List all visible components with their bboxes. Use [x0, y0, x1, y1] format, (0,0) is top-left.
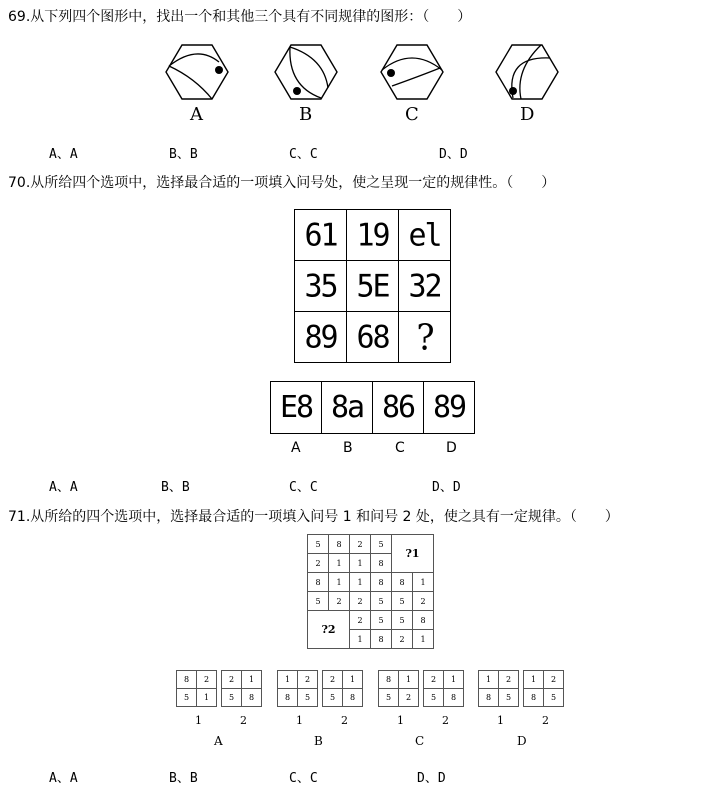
choice-label-c: C	[395, 440, 405, 456]
sub-label-2: 2	[542, 714, 549, 727]
piece-cell: 5	[544, 689, 564, 707]
q70-option-d[interactable]: D、D	[432, 480, 461, 495]
grid-cell: 5	[371, 592, 392, 611]
piece-cell: 8	[177, 671, 197, 689]
piece-cell: 5	[379, 689, 399, 707]
piece-cell: 1	[479, 671, 499, 689]
grid-cell: 8	[371, 573, 392, 592]
q71-option-d[interactable]: D、D	[417, 771, 446, 786]
grid-cell: 8	[392, 573, 413, 592]
piece-cell: 1	[343, 671, 363, 689]
grid-cell: 5E	[347, 259, 399, 313]
choice-label-d: D	[517, 734, 527, 748]
piece-cell: 2	[197, 671, 217, 689]
grid-cell: 8	[371, 554, 392, 573]
choice-label-a: A	[291, 440, 301, 456]
piece-cell: 2	[424, 671, 444, 689]
q71-option-a[interactable]: A、A	[49, 771, 78, 786]
piece-cell: 1	[399, 671, 419, 689]
q70-option-c[interactable]: C、C	[289, 480, 318, 495]
grid-cell: 5	[371, 611, 392, 630]
choice-c-piece-2	[423, 670, 464, 707]
choice-label-b: B	[343, 440, 353, 456]
grid-cell: 2	[413, 592, 434, 611]
piece-cell: 8	[379, 671, 399, 689]
choice-a-piece-2	[221, 670, 262, 707]
q69-figures	[0, 40, 710, 170]
grid-cell: 8	[413, 611, 434, 630]
sub-label-1: 1	[296, 714, 303, 727]
piece-cell: 2	[323, 671, 343, 689]
figure-label-d: D	[520, 104, 535, 125]
choice-d-piece-1	[478, 670, 519, 707]
grid-cell: 8	[329, 535, 350, 554]
q70-option-a[interactable]: A、A	[49, 480, 78, 495]
piece-cell: 5	[177, 689, 197, 707]
grid-cell: 1	[413, 630, 434, 649]
choice-cell-b: 8a	[322, 382, 373, 434]
grid-cell-question: ?	[399, 310, 451, 364]
q69-option-d[interactable]: D、D	[439, 147, 468, 162]
hexagon-figure-a	[166, 45, 228, 99]
grid-cell: 2	[308, 554, 329, 573]
grid-cell: 2	[350, 611, 371, 630]
hexagon-figure-c	[381, 45, 443, 99]
choice-label-b: B	[314, 734, 323, 748]
piece-cell: 8	[278, 689, 298, 707]
grid-cell: 2	[392, 630, 413, 649]
grid-cell: 5	[308, 592, 329, 611]
q69-option-b[interactable]: B、B	[169, 147, 198, 162]
sub-label-1: 1	[195, 714, 202, 727]
piece-cell: 1	[242, 671, 262, 689]
choice-label-c: C	[415, 734, 425, 748]
question-mark-1: ?1	[392, 535, 434, 573]
grid-cell: 5	[308, 535, 329, 554]
question-71-text: 71.从所给的四个选项中，选择最合适的一项填入问号 1 和问号 2 处，使之具有一定规律。（ ）	[8, 509, 619, 525]
grid-cell: 19	[347, 208, 399, 262]
piece-cell: 1	[278, 671, 298, 689]
q69-option-c[interactable]: C、C	[289, 147, 318, 162]
sub-label-1: 1	[497, 714, 504, 727]
grid-cell: 1	[350, 554, 371, 573]
grid-cell: 2	[329, 592, 350, 611]
piece-cell: 8	[479, 689, 499, 707]
grid-cell: 1	[329, 573, 350, 592]
piece-cell: 5	[424, 689, 444, 707]
question-69-text: 69.从下列四个图形中，找出一个和其他三个具有不同规律的图形：（ ）	[8, 9, 472, 25]
figure-label-c: C	[405, 104, 419, 125]
q70-option-b[interactable]: B、B	[161, 480, 190, 495]
piece-cell: 8	[242, 689, 262, 707]
question-mark-2: ?2	[308, 611, 350, 649]
q69-option-a[interactable]: A、A	[49, 147, 78, 162]
grid-cell: 5	[392, 611, 413, 630]
piece-cell: 5	[298, 689, 318, 707]
grid-cell: 2	[350, 535, 371, 554]
grid-cell: 1	[350, 630, 371, 649]
grid-cell: 8	[371, 630, 392, 649]
q70-choice-strip	[270, 381, 475, 434]
piece-cell: 5	[499, 689, 519, 707]
grid-cell: 5	[392, 592, 413, 611]
grid-cell: 68	[347, 310, 399, 364]
choice-c-piece-1	[378, 670, 419, 707]
grid-cell: 32	[399, 259, 451, 313]
piece-cell: 2	[544, 671, 564, 689]
piece-cell: 5	[222, 689, 242, 707]
piece-cell: 8	[343, 689, 363, 707]
piece-cell: 2	[399, 689, 419, 707]
grid-cell: 89	[295, 310, 347, 364]
grid-cell: el	[399, 208, 451, 262]
figure-label-a: A	[190, 104, 203, 125]
grid-cell: 61	[295, 208, 347, 262]
q71-option-c[interactable]: C、C	[289, 771, 318, 786]
q70-digit-grid	[294, 209, 451, 363]
choice-d-piece-2	[523, 670, 564, 707]
piece-cell: 1	[444, 671, 464, 689]
choice-a-piece-1	[176, 670, 217, 707]
q71-number-grid	[307, 534, 434, 649]
grid-cell: 2	[350, 592, 371, 611]
grid-cell: 1	[350, 573, 371, 592]
choice-cell-c: 86	[373, 382, 424, 434]
choice-cell-d: 89	[424, 382, 475, 434]
grid-cell: 1	[329, 554, 350, 573]
sub-label-1: 1	[397, 714, 404, 727]
piece-cell: 2	[222, 671, 242, 689]
choice-b-piece-1	[277, 670, 318, 707]
grid-cell: 8	[308, 573, 329, 592]
piece-cell: 1	[524, 671, 544, 689]
piece-cell: 1	[197, 689, 217, 707]
choice-label-d: D	[446, 440, 457, 456]
grid-cell: 5	[371, 535, 392, 554]
grid-cell: 35	[295, 259, 347, 313]
sub-label-2: 2	[240, 714, 247, 727]
piece-cell: 8	[444, 689, 464, 707]
q71-option-b[interactable]: B、B	[169, 771, 198, 786]
grid-cell: 1	[413, 573, 434, 592]
piece-cell: 2	[499, 671, 519, 689]
piece-cell: 8	[524, 689, 544, 707]
choice-b-piece-2	[322, 670, 363, 707]
piece-cell: 5	[323, 689, 343, 707]
figure-label-b: B	[299, 104, 313, 125]
choice-label-a: A	[214, 734, 223, 748]
sub-label-2: 2	[442, 714, 449, 727]
choice-cell-a: E8	[271, 382, 322, 434]
hexagon-figure-d	[496, 45, 558, 99]
hexagon-figure-b	[275, 45, 337, 99]
piece-cell: 2	[298, 671, 318, 689]
question-70-text: 70.从所给四个选项中，选择最合适的一项填入问号处，使之呈现一定的规律性。（ ）	[8, 175, 556, 191]
sub-label-2: 2	[341, 714, 348, 727]
